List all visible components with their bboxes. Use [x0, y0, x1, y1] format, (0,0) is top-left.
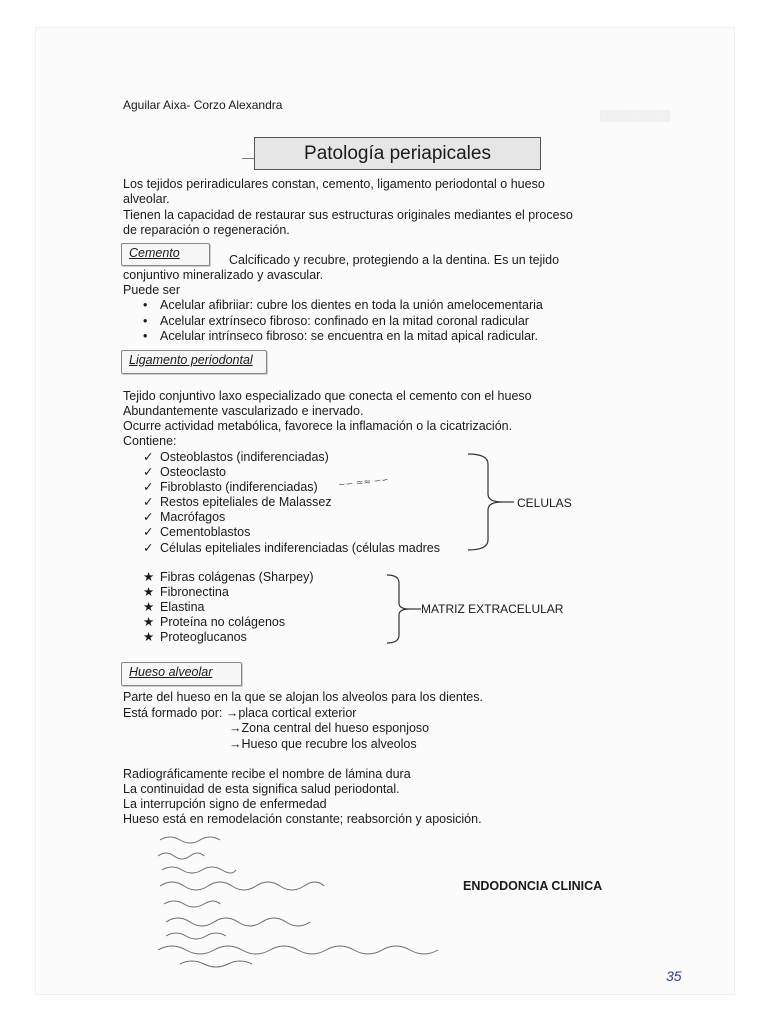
checkmark-icon: ✓ [143, 525, 154, 539]
section-heading-text: Hueso alveolar [129, 665, 213, 679]
list-item: ✓ Células epiteliales indiferenciadas (células madres [143, 541, 441, 555]
cemento-line-3: Puede ser [123, 283, 180, 297]
list-item: ★ Fibras colágenas (Sharpey) [143, 570, 314, 584]
handwritten-annotation: ~∽ ≈≈ ∽∽ [337, 475, 390, 491]
intro-line-1: Los tejidos periradiculares constan, cemento, ligamento periodontal o hueso [123, 177, 545, 191]
list-item: ✓ Macrófagos [143, 510, 226, 524]
page-title-text: Patología periapicales [304, 143, 491, 164]
checkmark-icon: ✓ [143, 510, 154, 524]
handwritten-notes [150, 830, 510, 970]
hueso-closing-3: La interrupción signo de enfermedad [123, 797, 327, 811]
list-item: ★ Proteoglucanos [143, 630, 247, 644]
cemento-line-1: Calcificado y recubre, protegiendo a la dentina. Es un tejido [229, 253, 560, 267]
intro-line-3: Tienen la capacidad de restaurar sus estructuras originales mediantes el proceso [123, 208, 573, 222]
section-heading-ligamento [121, 350, 267, 374]
bullet-icon: • [143, 314, 148, 328]
cells-label: CELULAS [517, 496, 572, 510]
section-heading-text: Cemento [129, 246, 180, 260]
list-item: ★ Fibronectina [143, 585, 229, 599]
hueso-closing-1: Radiográficamente recibe el nombre de lámina dura [123, 767, 411, 781]
list-item: ✓ Osteoclasto [143, 465, 227, 479]
cells-brace [466, 452, 516, 552]
page-title [254, 137, 541, 170]
intro-line-2: alveolar. [123, 192, 170, 206]
section-heading-hueso [121, 662, 242, 686]
hueso-line-2: Está formado por: →placa cortical exterior [123, 706, 357, 720]
checkmark-icon: ✓ [143, 450, 154, 464]
star-icon: ★ [143, 600, 155, 614]
checkmark-icon: ✓ [143, 480, 154, 494]
bullet-icon: • [143, 329, 148, 343]
hueso-closing-4: Hueso está en remodelación constante; reabsorción y aposición. [123, 812, 482, 826]
ligamento-line-2: Abundantemente vascularizado e inervado. [123, 404, 364, 418]
list-item: ✓ Fibroblasto (indiferenciadas) [143, 480, 318, 494]
list-item: ✓ Restos epiteliales de Malassez [143, 495, 332, 509]
list-item: • Acelular extrínseco fibroso: confinado en la mitad coronal radicular [143, 314, 529, 328]
list-item: • Acelular intrínseco fibroso: se encuentra en la mitad apical radicular. [143, 329, 538, 343]
footer-course-name: ENDODONCIA CLINICA [463, 879, 603, 893]
list-item: ✓ Cementoblastos [143, 525, 251, 539]
star-icon: ★ [143, 630, 155, 644]
bullet-icon: • [143, 298, 148, 312]
hueso-closing-2: La continuidad de esta significa salud periodontal. [123, 782, 400, 796]
list-item: ★ Proteína no colágenos [143, 615, 286, 629]
intro-line-4: de reparación o regeneración. [123, 223, 290, 237]
star-icon: ★ [143, 570, 155, 584]
ligamento-line-3: Ocurre actividad metabólica, favorece la inflamación o la cicatrización. [123, 419, 513, 433]
hueso-part-2: →Zona central del hueso esponjoso [229, 721, 430, 735]
checkmark-icon: ✓ [143, 541, 154, 555]
page-number: 35 [666, 968, 682, 984]
matrix-brace [385, 573, 425, 645]
author-line: Aguilar Aixa- Corzo Alexandra [123, 98, 283, 112]
star-icon: ★ [143, 585, 155, 599]
list-item: • Acelular afibriiar: cubre los dientes en toda la unión amelocementaria [143, 298, 543, 312]
checkmark-icon: ✓ [143, 495, 154, 509]
section-heading-cemento [121, 243, 210, 266]
hueso-part-3: →Hueso que recubre los alveolos [229, 737, 417, 751]
checkmark-icon: ✓ [143, 465, 154, 479]
ligamento-line-4: Contiene: [123, 434, 177, 448]
matrix-label: MATRIZ EXTRACELULAR [421, 602, 564, 616]
list-item: ✓ Osteoblastos (indiferenciadas) [143, 450, 329, 464]
cemento-line-2: conjuntivo mineralizado y avascular. [123, 268, 324, 282]
star-icon: ★ [143, 615, 155, 629]
section-heading-text: Ligamento periodontal [129, 353, 253, 367]
bleed-through-text: ▒▒▒▒▒▒▒▒▒ [600, 110, 671, 122]
hueso-line-1: Parte del hueso en la que se alojan los alveolos para los dientes. [123, 690, 483, 704]
list-item: ★ Elastina [143, 600, 205, 614]
ligamento-line-1: Tejido conjuntivo laxo especializado que conecta el cemento con el hueso [123, 389, 532, 403]
